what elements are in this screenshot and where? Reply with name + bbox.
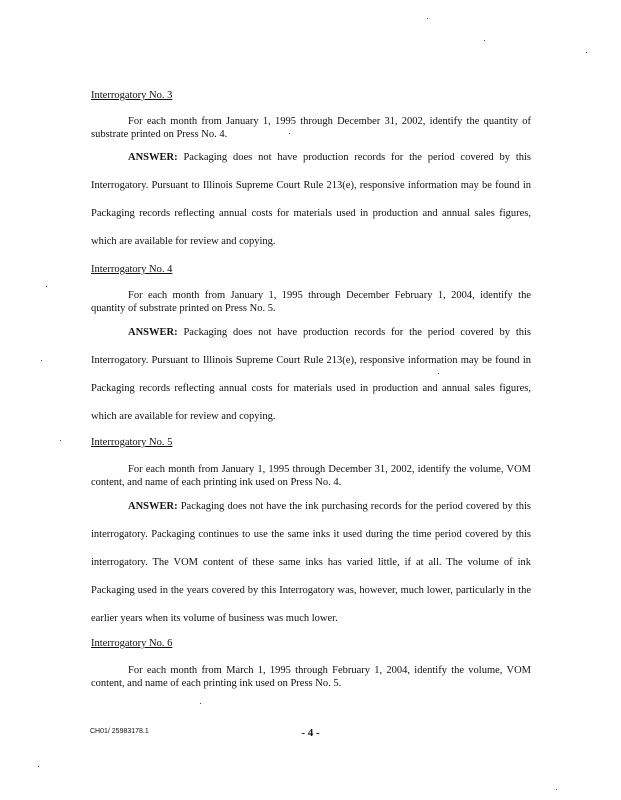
answer-label: ANSWER: [128,152,178,163]
interrogatory-5-answer [91,493,531,633]
interrogatory-4-heading: Interrogatory No. 4 [91,264,173,275]
scan-speck [200,703,201,704]
interrogatory-3-request: For each month from January 1, 1995 through December 31, 2002, identify the quantity of substrate printed on Press No. 4. [91,116,531,140]
scan-speck [41,360,42,361]
interrogatory-4-request: For each month from January 1, 1995 through December February 1, 2004, identify the quantity of substrate printed on Press No. 5. [91,290,531,314]
scan-speck [427,18,428,19]
answer-text: Packaging does not have production records for the period covered by this Interrogatory. Pursuant to Illinois Supreme Court Rule 213(e), responsive information may be found in Packaging records reflecting annual costs for materials used in production and annual sales figures, which are available for review and copying. [91,152,531,247]
scan-speck [289,133,290,134]
scan-speck [438,373,439,374]
interrogatory-3-answer [91,144,531,256]
interrogatory-5-request: For each month from January 1, 1995 through December 31, 2002, identify the volume, VOM content, and name of each printing ink used on Press No. 4. [91,464,531,488]
scan-speck [484,40,485,41]
interrogatory-6-request: For each month from March 1, 1995 through February 1, 2004, identify the volume, VOM content, and name of each printing ink used on Press No. 5. [91,665,531,689]
scan-speck [556,789,557,790]
interrogatory-3-heading: Interrogatory No. 3 [91,90,173,101]
document-id: CH01/ 25983178.1 [90,728,149,735]
interrogatory-5-heading: Interrogatory No. 5 [91,437,173,448]
answer-text: Packaging does not have production records for the period covered by this Interrogatory. Pursuant to Illinois Supreme Court Rule 213(e), responsive information may be found in Packaging records reflecting annual costs for materials used in production and annual sales figures, which are available for review and copying. [91,327,531,422]
interrogatory-4-answer [91,319,531,431]
scan-speck [46,286,47,287]
scan-speck [586,52,587,53]
scan-speck [60,440,61,441]
answer-label: ANSWER: [128,327,178,338]
answer-label: ANSWER: [128,501,178,512]
interrogatory-6-heading: Interrogatory No. 6 [91,638,173,649]
scan-speck [38,766,39,767]
answer-text: Packaging does not have the ink purchasing records for the period covered by this interrogatory. Packaging continues to use the same inks it used during the time period covered by this interrogatory. The VOM content of these same inks has varied little, if at all. The volume of ink Packaging used in the years covered by this Interrogatory was, however, much lower, particularly in the earlier years when its volume of business was much lower. [91,501,532,624]
page-number: - 4 - [301,727,320,739]
